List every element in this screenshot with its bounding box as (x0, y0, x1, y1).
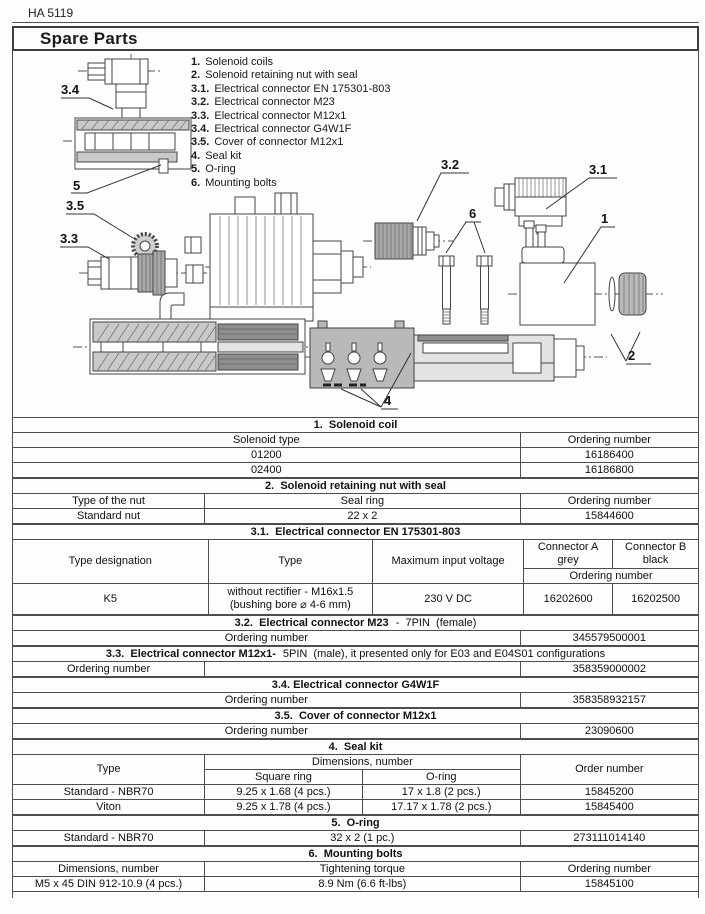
solenoid-type-value: 01200 (13, 448, 521, 463)
col-header-type-designation: Type designation (13, 540, 209, 584)
col-header-type: Type (13, 755, 205, 785)
callout-1: 1 (601, 211, 609, 226)
col-header-tightening-torque: Tightening torque (205, 862, 521, 877)
header-row (13, 540, 699, 569)
col-header-connector-b: Connector B black (613, 540, 699, 569)
section-title: 1. Solenoid coil (13, 418, 699, 433)
ordering-number-value: 23090600 (520, 724, 698, 739)
table-row (13, 662, 699, 677)
header-row (13, 755, 699, 770)
ordering-number-value: 16186800 (520, 463, 698, 478)
table-row (13, 693, 699, 708)
order-number-value: 15845200 (520, 785, 698, 800)
legend-item-solenoid-coils: 1. Solenoid coils (191, 56, 274, 68)
table-row (13, 631, 699, 646)
legend-item-o-ring: 5. O-ring (191, 163, 236, 176)
callout-2: 2 (628, 348, 636, 363)
solenoid-type-value: 02400 (13, 463, 521, 478)
table-connector-g4w1f (12, 677, 699, 708)
col-header-square-ring: Square ring (205, 770, 363, 785)
diagram-area (12, 51, 699, 417)
valve-block (310, 321, 584, 388)
legend-item-connector-m23: 3.2. Electrical connector M23 (191, 96, 335, 109)
section-title: 2. Solenoid retaining nut with seal (13, 479, 699, 494)
ordering-number-b-value: 16202500 (613, 584, 699, 615)
callout-3-1: 3.1 (589, 162, 608, 177)
voltage-value: 230 V DC (373, 584, 524, 615)
col-header-ordering-number: Ordering number (524, 569, 699, 584)
seal-ring-value: 22 x 2 (205, 509, 521, 524)
solenoid-cross-section (90, 319, 305, 374)
col-header-order-number: Order number (520, 755, 698, 785)
ordering-number-label: Ordering number (13, 631, 521, 646)
table-connector-en175301 (12, 524, 699, 615)
ordering-number-label: Ordering number (13, 662, 205, 677)
header-row (13, 433, 699, 448)
table-row (13, 800, 699, 815)
square-ring-value: 9.25 x 1.68 (4 pcs.) (205, 785, 363, 800)
legend-item-cover-m12x1: 3.5. Cover of connector M12x1 (191, 136, 344, 149)
section-title-row (13, 816, 699, 831)
col-header-ordering-number: Ordering number (520, 862, 698, 877)
legend-item-connector-g4w1f: 3.4. Electrical connector G4W1F (191, 123, 352, 136)
table-row (13, 785, 699, 800)
col-header-solenoid-type: Solenoid type (13, 433, 521, 448)
solenoid-body (210, 193, 363, 321)
connector-m12x1 (88, 251, 177, 295)
solenoid-coil (520, 221, 595, 325)
section-title-row (13, 647, 699, 662)
nut-type-value: Standard nut (13, 509, 205, 524)
o-ring-type-value: Standard - NBR70 (13, 831, 205, 846)
ordering-number-value: 16186400 (520, 448, 698, 463)
table-solenoid-coil (12, 417, 699, 478)
section-title-row (13, 525, 699, 540)
section-title-row (13, 709, 699, 724)
top-rule (12, 22, 699, 23)
callout-3-2: 3.2 (441, 157, 460, 172)
section-title-row (13, 479, 699, 494)
section-title-row (13, 847, 699, 862)
ordering-number-value: 358358932157 (520, 693, 698, 708)
section-title: 6. Mounting bolts (13, 847, 699, 862)
page-title: Spare Parts (40, 28, 138, 48)
bolt-dimensions-value: M5 x 45 DIN 912-10.9 (4 pcs.) (13, 877, 205, 892)
doc-code: HA 5119 (28, 6, 74, 20)
section-title-row (13, 418, 699, 433)
header-row (13, 862, 699, 877)
col-header-ordering-number: Ordering number (520, 494, 698, 509)
table-connector-m12x1 (12, 646, 699, 677)
table-row (13, 724, 699, 739)
col-header-o-ring: O-ring (362, 770, 520, 785)
seal-type-value: Standard - NBR70 (13, 785, 205, 800)
table-row (13, 509, 699, 524)
section-title: 4. Seal kit (13, 740, 699, 755)
spare-parts-tables (12, 417, 699, 898)
section-title-row (13, 616, 699, 631)
ordering-number-value: 15844600 (520, 509, 698, 524)
section-title: 3.2. Electrical connector M23 - 7PIN (female) (13, 616, 699, 631)
table-row (13, 877, 699, 892)
legend-item-connector-en175301: 3.1. Electrical connector EN 175301-803 (191, 82, 391, 95)
parts-legend (191, 56, 390, 190)
ordering-number-value: 15845100 (520, 877, 698, 892)
ordering-number-value: 358359000002 (520, 662, 698, 677)
callout-5: 5 (73, 178, 81, 193)
retaining-nut (619, 273, 646, 315)
table-o-ring (12, 815, 699, 846)
col-header-nut-type: Type of the nut (13, 494, 205, 509)
ordering-number-value: 345579500001 (520, 631, 698, 646)
callout-3-4: 3.4 (61, 82, 80, 97)
section-title-row (13, 740, 699, 755)
ordering-number-value: 273111014140 (520, 831, 698, 846)
page-bottom-borders (12, 892, 699, 898)
callout-3-5: 3.5 (66, 198, 85, 213)
table-seal-kit (12, 739, 699, 815)
o-ring-value: 17 x 1.8 (2 pcs.) (362, 785, 520, 800)
header-row (13, 494, 699, 509)
legend-item-mounting-bolts: 6. Mounting bolts (191, 176, 277, 189)
table-row (13, 463, 699, 478)
section-title: 3.3. Electrical connector M12x1- 5PIN (male), it presented only for E03 and E04S01 configurations (13, 647, 699, 662)
mounting-bolts (439, 256, 492, 324)
o-ring-size-value: 32 x 2 (1 pc.) (205, 831, 521, 846)
table-retaining-nut (12, 478, 699, 524)
col-header-seal-ring: Seal ring (205, 494, 521, 509)
section-title: 3.5. Cover of connector M12x1 (13, 709, 699, 724)
seal-type-value: Viton (13, 800, 205, 815)
legend-item-seal-kit: 4. Seal kit (191, 149, 242, 162)
type-designation-value: K5 (13, 584, 209, 615)
col-header-connector-a: Connector A grey (524, 540, 613, 569)
col-header-max-voltage: Maximum input voltage (373, 540, 524, 584)
square-ring-value: 9.25 x 1.78 (4 pcs.) (205, 800, 363, 815)
col-header-dimensions: Dimensions, number (205, 755, 521, 770)
col-header-type: Type (208, 540, 373, 584)
col-header-ordering-number: Ordering number (520, 433, 698, 448)
callout-4: 4 (384, 393, 392, 408)
order-number-value: 15845400 (520, 800, 698, 815)
table-mounting-bolts (12, 846, 699, 892)
table-row (13, 584, 699, 615)
connector-m23 (375, 223, 439, 259)
type-value: without rectifier - M16x1.5 (bushing bore ⌀ 4-6 mm) (208, 584, 373, 615)
section-title-row (13, 678, 699, 693)
empty-cell (205, 662, 521, 677)
table-row (13, 448, 699, 463)
table-row (13, 831, 699, 846)
ordering-number-a-value: 16202600 (524, 584, 613, 615)
callout-6: 6 (469, 206, 477, 221)
legend-item-connector-m12x1: 3.3. Electrical connector M12x1 (191, 109, 347, 122)
ordering-number-label: Ordering number (13, 724, 521, 739)
section-title: 3.4. Electrical connector G4W1F (13, 678, 699, 693)
title-band (12, 26, 699, 51)
nut-seal-ring (609, 277, 615, 311)
inset-connector-hex (88, 63, 105, 80)
table-cover-m12x1 (12, 708, 699, 739)
section-title: 5. O-ring (13, 816, 699, 831)
table-connector-m23 (12, 615, 699, 646)
section-title: 3.1. Electrical connector EN 175301-803 (13, 525, 699, 540)
col-header-dimensions: Dimensions, number (13, 862, 205, 877)
legend-item-retaining-nut: 2. Solenoid retaining nut with seal (191, 69, 358, 82)
torque-value: 8.9 Nm (6.6 ft-lbs) (205, 877, 521, 892)
callout-3-3: 3.3 (60, 231, 79, 246)
o-ring-value: 17.17 x 1.78 (2 pcs.) (362, 800, 520, 815)
ordering-number-label: Ordering number (13, 693, 521, 708)
